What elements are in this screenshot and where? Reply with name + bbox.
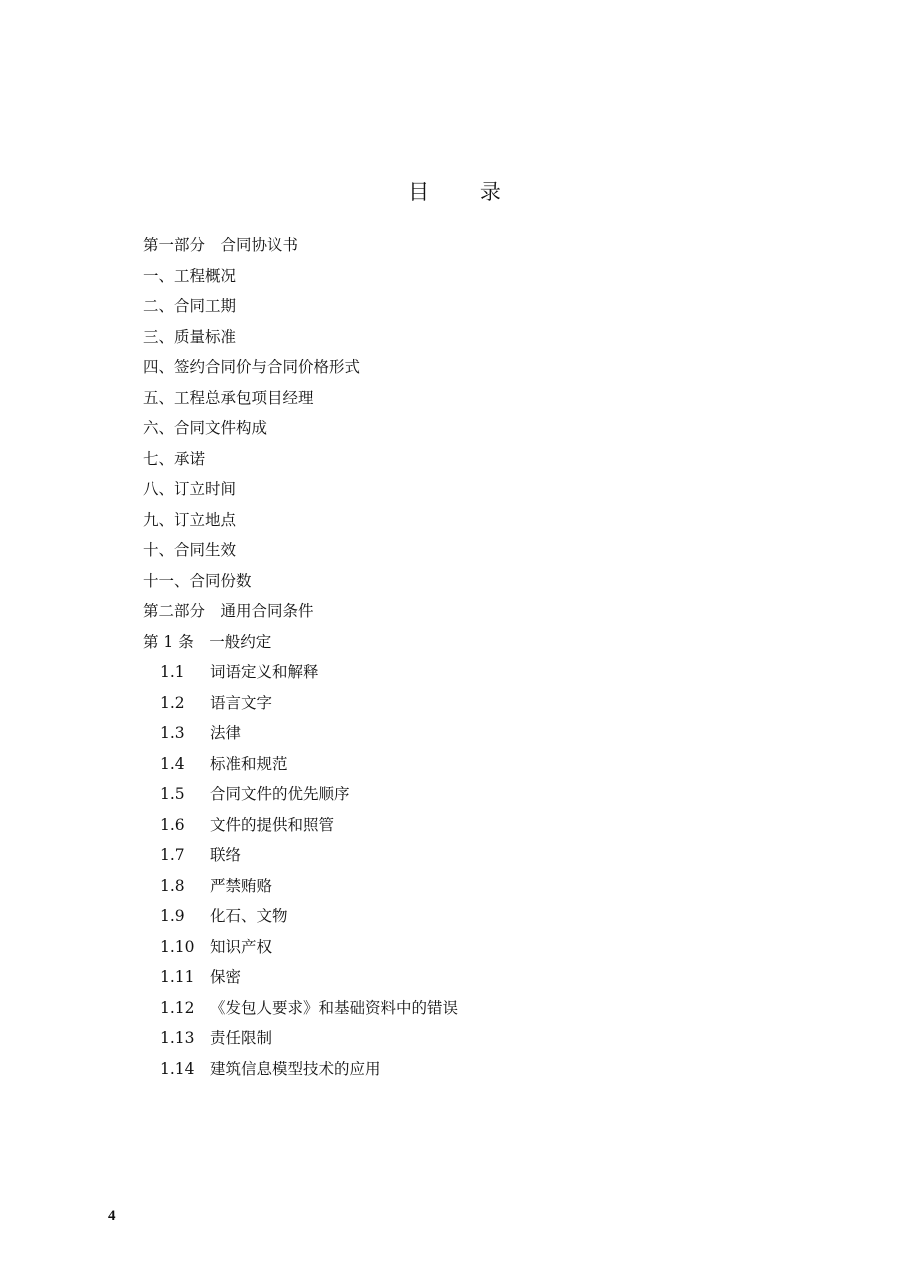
toc-item[interactable]: 二、合同工期 xyxy=(143,297,237,315)
part2-heading[interactable]: 第二部分 通用合同条件 xyxy=(143,602,314,620)
clause-number: 1.8 xyxy=(160,876,185,895)
page-number: 4 xyxy=(108,1208,116,1224)
clause-title: 联络 xyxy=(210,846,242,864)
clause-number: 1.5 xyxy=(160,785,185,803)
clause-title: 语言文字 xyxy=(210,693,273,712)
toc-item[interactable]: 一、工程概况 xyxy=(143,266,237,285)
clause-title: 标准和规范 xyxy=(210,754,288,773)
toc-item[interactable]: 四、签约合同价与合同价格形式 xyxy=(143,358,361,376)
toc-item[interactable]: 三、质量标准 xyxy=(143,327,237,346)
clause-title: 文件的提供和照管 xyxy=(210,815,335,834)
clause-item[interactable] xyxy=(143,688,783,719)
part1-heading[interactable]: 第一部分 合同协议书 xyxy=(143,236,299,254)
clause-item[interactable] xyxy=(143,840,783,871)
clause-item[interactable] xyxy=(143,657,783,688)
clause-number: 1.2 xyxy=(160,693,185,712)
clause-number: 1.3 xyxy=(160,724,185,742)
toc-item[interactable]: 九、订立地点 xyxy=(143,510,237,529)
clause-title: 合同文件的优先顺序 xyxy=(210,785,350,803)
clause-number: 1.11 xyxy=(160,968,195,986)
toc-item[interactable]: 十、合同生效 xyxy=(143,541,237,559)
page-title: 目 录 xyxy=(408,180,523,204)
clause-item[interactable] xyxy=(143,993,783,1024)
clause-item[interactable] xyxy=(143,779,783,810)
toc-item[interactable]: 五、工程总承包项目经理 xyxy=(143,388,314,407)
clause-item[interactable] xyxy=(143,871,783,902)
toc-item[interactable]: 十一、合同份数 xyxy=(143,571,252,590)
toc-item[interactable]: 八、订立时间 xyxy=(143,480,237,498)
clause-number: 1.10 xyxy=(160,937,195,956)
clause-number: 1.14 xyxy=(160,1059,195,1078)
clause-title: 建筑信息模型技术的应用 xyxy=(210,1059,381,1078)
clause-number: 1.9 xyxy=(160,907,185,925)
clause-item[interactable] xyxy=(143,1054,783,1085)
toc-item[interactable]: 六、合同文件构成 xyxy=(143,419,268,437)
clause-item[interactable] xyxy=(143,1023,783,1054)
clause-item[interactable] xyxy=(143,749,783,780)
clause-number: 1.7 xyxy=(160,846,185,864)
clause-item[interactable] xyxy=(143,932,783,963)
clause-number: 1.6 xyxy=(160,815,185,834)
clause-title: 化石、文物 xyxy=(210,907,288,925)
clause-number: 1.12 xyxy=(160,998,195,1017)
clause-number: 1.1 xyxy=(160,663,185,681)
clause-number: 1.4 xyxy=(160,754,185,773)
clause-title: 责任限制 xyxy=(210,1029,273,1047)
table-of-contents xyxy=(143,230,783,1084)
clause-item[interactable] xyxy=(143,962,783,993)
article-heading[interactable]: 第 1 条 一般约定 xyxy=(143,632,272,651)
clause-title: 《发包人要求》和基础资料中的错误 xyxy=(210,998,459,1017)
clause-number: 1.13 xyxy=(160,1029,195,1047)
clause-title: 严禁贿赂 xyxy=(210,876,273,895)
clause-title: 知识产权 xyxy=(210,937,273,956)
clause-item[interactable] xyxy=(143,901,783,932)
clause-title: 法律 xyxy=(210,724,242,742)
clause-item[interactable] xyxy=(143,718,783,749)
toc-item[interactable]: 七、承诺 xyxy=(143,449,206,468)
clause-item[interactable] xyxy=(143,810,783,841)
clause-title: 词语定义和解释 xyxy=(210,663,319,681)
clause-title: 保密 xyxy=(210,968,242,986)
